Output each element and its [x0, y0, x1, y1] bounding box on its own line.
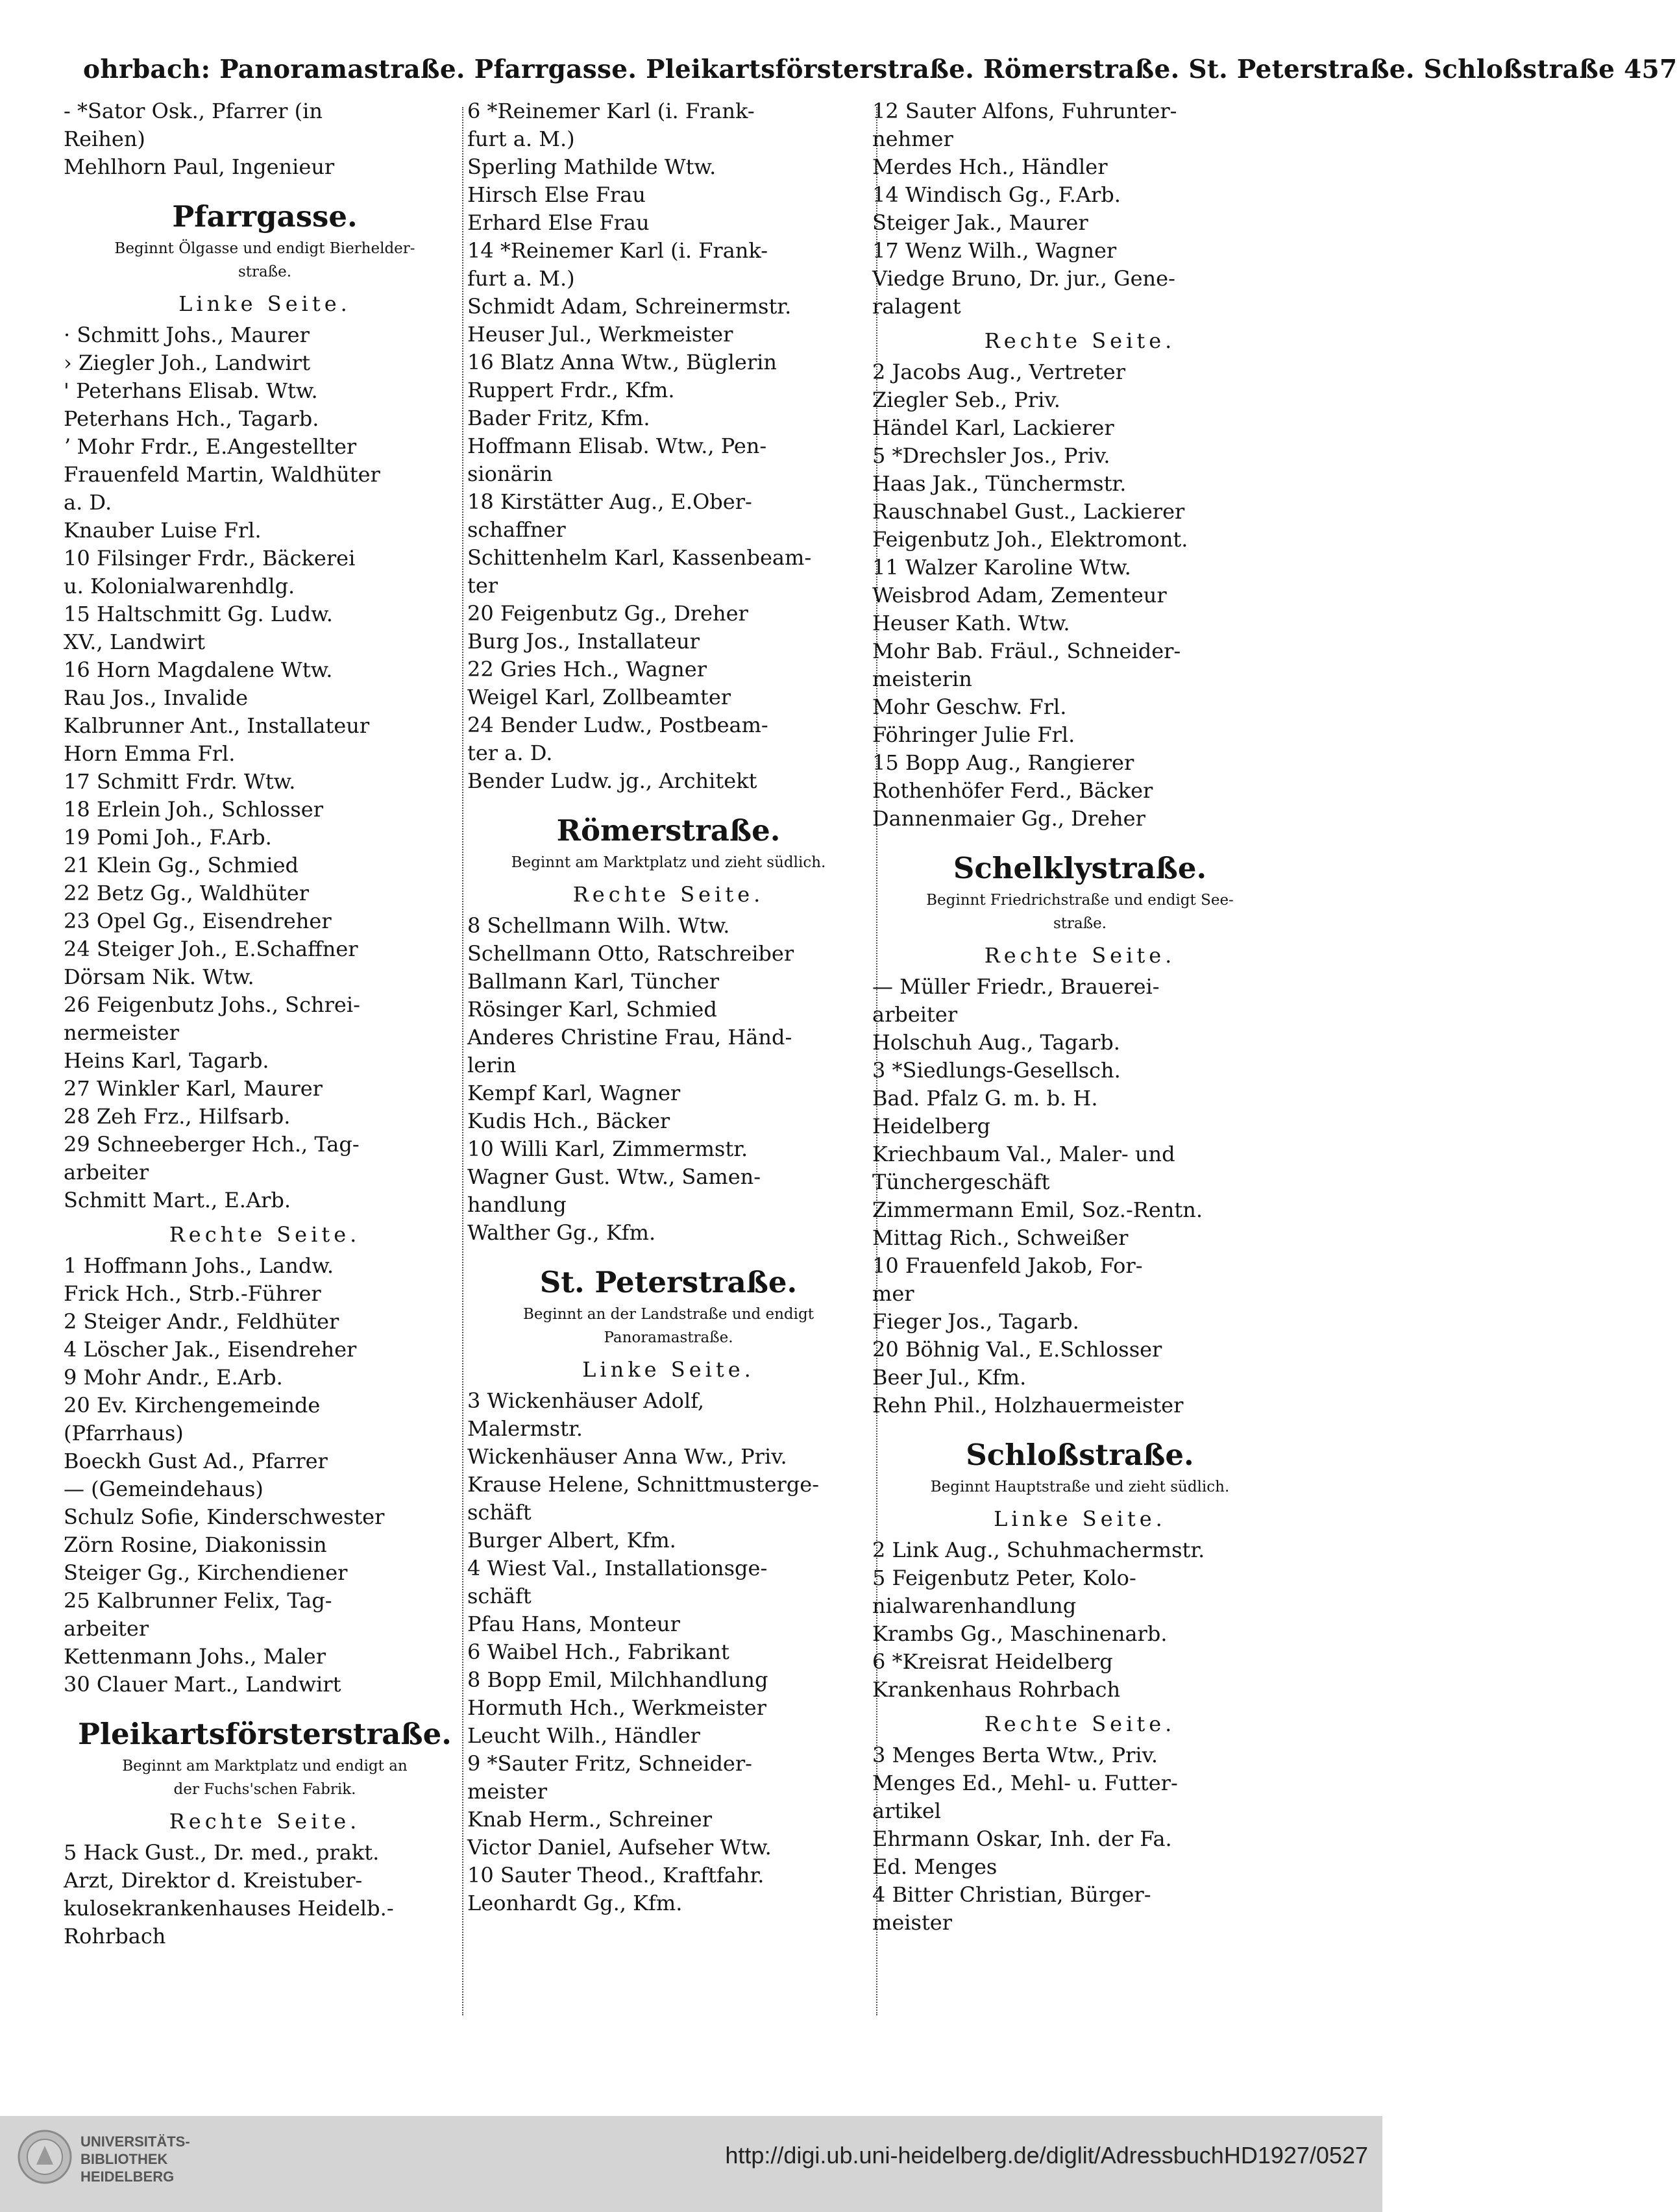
- column-1: [64, 97, 466, 1950]
- directory-entry: 27 Winkler Karl, Maurer: [64, 1076, 323, 1101]
- directory-entry: 20 Feigenbutz Gg., Dreher: [467, 601, 748, 626]
- directory-entry: Kempf Karl, Wagner: [467, 1081, 681, 1105]
- directory-entry: Malermstr.: [467, 1416, 583, 1441]
- directory-entry: Haas Jak., Tünchermstr.: [872, 471, 1127, 496]
- directory-entry: Rauschnabel Gust., Lackierer: [872, 499, 1185, 524]
- street-description: der Fuchs'schen Fabrik.: [173, 1781, 356, 1798]
- directory-entry: Mehlhorn Paul, Ingenieur: [64, 154, 335, 179]
- directory-entry: 10 Frauenfeld Jakob, For-: [872, 1253, 1143, 1278]
- directory-entry: 6 *Kreisrat Heidelberg: [872, 1649, 1113, 1674]
- directory-entry: Steiger Jak., Maurer: [872, 210, 1088, 235]
- street-description: Beginnt Friedrichstraße und endigt See-: [926, 892, 1234, 909]
- directory-entry: arbeiter: [64, 1160, 149, 1185]
- side-label: Linke Seite.: [582, 1357, 755, 1382]
- directory-entry: 3 *Siedlungs-Gesellsch.: [872, 1058, 1121, 1083]
- directory-entry: Menges Ed., Mehl- u. Futter-: [872, 1771, 1178, 1795]
- street-description: Beginnt an der Landstraße und endigt: [523, 1306, 814, 1323]
- directory-entry: Victor Daniel, Aufseher Wtw.: [467, 1835, 772, 1860]
- side-label: Linke Seite.: [178, 291, 351, 316]
- directory-entry: Knab Herm., Schreiner: [467, 1807, 713, 1832]
- directory-entry: ' Peterhans Elisab. Wtw.: [64, 378, 318, 403]
- directory-entry: Frick Hch., Strb.-Führer: [64, 1281, 321, 1306]
- directory-entry: Peterhans Hch., Tagarb.: [64, 406, 319, 431]
- directory-entry: nermeister: [64, 1020, 179, 1045]
- directory-entry: Zimmermann Emil, Soz.-Rentn.: [872, 1198, 1203, 1222]
- directory-entry: Ballmann Karl, Tüncher: [467, 969, 720, 994]
- directory-entry: 19 Pomi Joh., F.Arb.: [64, 825, 272, 850]
- directory-entry: mer: [872, 1281, 914, 1306]
- directory-entry: Burg Jos., Installateur: [467, 629, 700, 654]
- side-label: Rechte Seite.: [984, 1712, 1176, 1736]
- directory-entry: nehmer: [872, 127, 953, 151]
- directory-entry: 29 Schneeberger Hch., Tag-: [64, 1132, 360, 1157]
- directory-entry: 3 Menges Berta Wtw., Priv.: [872, 1743, 1158, 1767]
- directory-entry: 25 Kalbrunner Felix, Tag-: [64, 1588, 332, 1613]
- directory-entry: lerin: [467, 1053, 517, 1077]
- directory-entry: Rothenhöfer Ferd., Bäcker: [872, 778, 1153, 803]
- directory-entry: 14 *Reinemer Karl (i. Frank-: [467, 238, 768, 263]
- directory-entry: schaffner: [467, 517, 566, 542]
- directory-entry: ter: [467, 573, 498, 598]
- directory-entry: 8 Bopp Emil, Milchhandlung: [467, 1667, 768, 1692]
- directory-entry: Anderes Christine Frau, Händ-: [467, 1025, 792, 1050]
- directory-entry: 2 Link Aug., Schuhmachermstr.: [872, 1538, 1205, 1562]
- directory-entry: Frauenfeld Martin, Waldhüter: [64, 462, 380, 487]
- directory-entry: 23 Opel Gg., Eisendreher: [64, 909, 332, 933]
- directory-entry: Bender Ludw. jg., Architekt: [467, 768, 757, 793]
- source-url-link[interactable]: http://digi.ub.uni-heidelberg.de/diglit/AdressbuchHD1927/0527: [725, 2142, 1368, 2169]
- university-seal-icon: [17, 2129, 73, 2185]
- directory-entry: furt a. M.): [467, 266, 575, 291]
- street-description: straße.: [1053, 915, 1107, 932]
- directory-entry: Dannenmaier Gg., Dreher: [872, 806, 1145, 831]
- directory-entry: Föhringer Julie Frl.: [872, 722, 1075, 747]
- street-heading: St. Peterstraße.: [539, 1265, 798, 1299]
- directory-entry: ter a. D.: [467, 741, 553, 765]
- directory-entry: 10 Filsinger Frdr., Bäckerei: [64, 546, 356, 571]
- directory-entry: arbeiter: [872, 1002, 958, 1027]
- directory-entry: meister: [872, 1910, 953, 1935]
- directory-entry: Ruppert Frdr., Kfm.: [467, 378, 675, 402]
- directory-entry: Mohr Bab. Fräul., Schneider-: [872, 639, 1181, 663]
- directory-entry: handlung: [467, 1192, 567, 1217]
- directory-entry: 6 *Reinemer Karl (i. Frank-: [467, 99, 755, 123]
- directory-entry: 2 Jacobs Aug., Vertreter: [872, 360, 1126, 384]
- directory-entry: artikel: [872, 1799, 942, 1823]
- directory-entry: 16 Blatz Anna Wtw., Büglerin: [467, 350, 777, 375]
- directory-entry: 20 Ev. Kirchengemeinde: [64, 1393, 321, 1418]
- logo-line: BIBLIOTHEK: [80, 2151, 168, 2167]
- directory-entry: Horn Emma Frl.: [64, 741, 236, 766]
- directory-entry: 4 Bitter Christian, Bürger-: [872, 1882, 1151, 1907]
- directory-entry: 10 Willi Karl, Zimmermstr.: [467, 1137, 748, 1161]
- directory-entry: Heins Karl, Tagarb.: [64, 1048, 269, 1073]
- directory-entry: Pfau Hans, Monteur: [467, 1612, 680, 1636]
- directory-entry: 9 Mohr Andr., E.Arb.: [64, 1365, 283, 1390]
- column-divider: [462, 107, 463, 2015]
- directory-entry: Arzt, Direktor d. Kreistuber-: [64, 1868, 363, 1893]
- directory-entry: Händel Karl, Lackierer: [872, 415, 1114, 440]
- directory-entry: Ed. Menges: [872, 1854, 998, 1879]
- street-heading: Pleikartsförsterstraße.: [78, 1717, 452, 1751]
- directory-entry: Viedge Bruno, Dr. jur., Gene-: [872, 266, 1175, 291]
- side-label: Rechte Seite.: [984, 943, 1176, 968]
- directory-entry: arbeiter: [64, 1616, 149, 1641]
- directory-entry: 24 Bender Ludw., Postbeam-: [467, 713, 768, 737]
- side-label: Rechte Seite.: [984, 328, 1176, 353]
- directory-entry: Sperling Mathilde Wtw.: [467, 154, 716, 179]
- directory-entry: Feigenbutz Joh., Elektromont.: [872, 527, 1188, 552]
- directory-entry: XV., Landwirt: [64, 630, 206, 654]
- directory-entry: Kudis Hch., Bäcker: [467, 1109, 670, 1133]
- directory-entry: 20 Böhnig Val., E.Schlosser: [872, 1337, 1162, 1362]
- directory-entry: 4 Wiest Val., Installationsge-: [467, 1556, 768, 1580]
- directory-entry: 22 Betz Gg., Waldhüter: [64, 881, 310, 905]
- directory-entry: Heidelberg: [872, 1114, 990, 1138]
- directory-entry: — (Gemeindehaus): [64, 1477, 263, 1501]
- directory-entry: 15 Haltschmitt Gg. Ludw.: [64, 602, 333, 626]
- directory-entry: 21 Klein Gg., Schmied: [64, 853, 299, 878]
- directory-entry: 9 *Sauter Fritz, Schneider-: [467, 1751, 752, 1776]
- directory-entry: Weisbrod Adam, Zementeur: [872, 583, 1167, 608]
- directory-entry: Holschuh Aug., Tagarb.: [872, 1030, 1120, 1055]
- street-description: Beginnt Ölgasse und endigt Bierhelder-: [114, 240, 415, 257]
- directory-entry: Krause Helene, Schnittmusterge-: [467, 1472, 820, 1497]
- side-label: Rechte Seite.: [169, 1809, 361, 1834]
- directory-entry: 24 Steiger Joh., E.Schaffner: [64, 937, 358, 961]
- directory-entry: schäft: [467, 1584, 532, 1608]
- library-logo-text: [80, 2133, 190, 2185]
- street-heading: Schloßstraße.: [966, 1438, 1194, 1472]
- street-description: Beginnt Hauptstraße und zieht südlich.: [930, 1479, 1230, 1495]
- directory-entry: Walther Gg., Kfm.: [467, 1220, 656, 1245]
- directory-entry: Erhard Else Frau: [467, 210, 650, 235]
- directory-entry: meister: [467, 1779, 548, 1804]
- directory-entry: Schmidt Adam, Schreinermstr.: [467, 294, 792, 319]
- directory-entry: Beer Jul., Kfm.: [872, 1365, 1027, 1390]
- directory-entry: Hoffmann Elisab. Wtw., Pen-: [467, 434, 767, 458]
- directory-entry: 4 Löscher Jak., Eisendreher: [64, 1337, 357, 1362]
- directory-entry: Dörsam Nik. Wtw.: [64, 965, 254, 989]
- page-header: ohrbach: Panoramastraße. Pfarrgasse. Pleikartsförsterstraße. Römerstraße. St. Peterstraße. Schloßstraße 457: [83, 55, 1677, 84]
- directory-entry: Kettenmann Johs., Maler: [64, 1644, 326, 1669]
- directory-entry: Tünchergeschäft: [872, 1170, 1050, 1194]
- directory-entry: 1 Hoffmann Johs., Landw.: [64, 1253, 334, 1278]
- directory-entry: 6 Waibel Hch., Fabrikant: [467, 1640, 729, 1664]
- directory-entry: ralagent: [872, 294, 961, 319]
- directory-entry: Hormuth Hch., Werkmeister: [467, 1695, 766, 1720]
- directory-entry: 2 Steiger Andr., Feldhüter: [64, 1309, 339, 1334]
- directory-entry: Krambs Gg., Maschinenarb.: [872, 1621, 1168, 1646]
- directory-entry: 8 Schellmann Wilh. Wtw.: [467, 913, 730, 938]
- directory-entry: meisterin: [872, 667, 972, 691]
- directory-entry: 17 Wenz Wilh., Wagner: [872, 238, 1117, 263]
- footer-bar: [0, 2116, 1382, 2212]
- directory-entry: Hirsch Else Frau: [467, 182, 646, 207]
- directory-entry: 11 Walzer Karoline Wtw.: [872, 555, 1131, 580]
- directory-entry: Kriechbaum Val., Maler- und: [872, 1142, 1175, 1166]
- directory-entry: Ziegler Seb., Priv.: [872, 387, 1060, 412]
- street-description: straße.: [238, 264, 292, 280]
- directory-entry: 12 Sauter Alfons, Fuhrunter-: [872, 99, 1177, 123]
- directory-entry: Wickenhäuser Anna Ww., Priv.: [467, 1444, 787, 1469]
- directory-entry: Leonhardt Gg., Kfm.: [467, 1891, 683, 1915]
- directory-entry: Mittag Rich., Schweißer: [872, 1225, 1129, 1250]
- directory-entry: Rösinger Karl, Schmied: [467, 997, 717, 1022]
- directory-entry: kulosekrankenhauses Heidelb.-: [64, 1896, 394, 1921]
- directory-entry: 30 Clauer Mart., Landwirt: [64, 1672, 341, 1697]
- directory-entry: Krankenhaus Rohrbach: [872, 1677, 1121, 1702]
- directory-entry: 26 Feigenbutz Johs., Schrei-: [64, 992, 360, 1017]
- directory-entry: Rau Jos., Invalide: [64, 685, 249, 710]
- directory-entry: nialwarenhandlung: [872, 1593, 1077, 1618]
- directory-entry: 22 Gries Hch., Wagner: [467, 657, 707, 682]
- directory-entry: Rehn Phil., Holzhauermeister: [872, 1393, 1184, 1418]
- directory-entry: Heuser Kath. Wtw.: [872, 611, 1070, 635]
- directory-entry: Wagner Gust. Wtw., Samen-: [467, 1164, 761, 1189]
- directory-entry: › Ziegler Joh., Landwirt: [64, 350, 310, 375]
- directory-entry: Zörn Rosine, Diakonissin: [64, 1532, 327, 1557]
- street-heading: Pfarrgasse.: [172, 199, 358, 234]
- directory-entry: - *Sator Osk., Pfarrer (in: [64, 99, 323, 123]
- side-label: Linke Seite.: [994, 1506, 1166, 1531]
- directory-entry: Merdes Hch., Händler: [872, 154, 1108, 179]
- directory-entry: 17 Schmitt Frdr. Wtw.: [64, 769, 296, 794]
- directory-entry: Schittenhelm Karl, Kassenbeam-: [467, 545, 812, 570]
- directory-entry: a. D.: [64, 490, 112, 515]
- directory-entry: Burger Albert, Kfm.: [467, 1528, 676, 1553]
- directory-entry: 15 Bopp Aug., Rangierer: [872, 750, 1134, 775]
- directory-entry: Schmitt Mart., E.Arb.: [64, 1188, 291, 1212]
- directory-entry: Bader Fritz, Kfm.: [467, 406, 650, 430]
- street-heading: Römerstraße.: [556, 813, 781, 848]
- directory-entry: Bad. Pfalz G. m. b. H.: [872, 1086, 1098, 1111]
- street-description: Beginnt am Marktplatz und endigt an: [122, 1758, 408, 1775]
- directory-entry: furt a. M.): [467, 127, 575, 151]
- directory-entry: Mohr Geschw. Frl.: [872, 694, 1067, 719]
- directory-entry: Weigel Karl, Zollbeamter: [467, 685, 731, 709]
- directory-entry: 18 Kirstätter Aug., E.Ober-: [467, 489, 752, 514]
- directory-entry: 3 Wickenhäuser Adolf,: [467, 1388, 705, 1413]
- directory-entry: Boeckh Gust Ad., Pfarrer: [64, 1449, 328, 1473]
- directory-entry: (Pfarrhaus): [64, 1421, 184, 1445]
- directory-entry: 5 *Drechsler Jos., Priv.: [872, 443, 1110, 468]
- directory-entry: 5 Feigenbutz Peter, Kolo-: [872, 1566, 1136, 1590]
- directory-entry: 18 Erlein Joh., Schlosser: [64, 797, 323, 822]
- directory-entry: Leucht Wilh., Händler: [467, 1723, 700, 1748]
- directory-entry: Steiger Gg., Kirchendiener: [64, 1560, 348, 1585]
- street-description: Beginnt am Marktplatz und zieht südlich.: [511, 854, 826, 871]
- directory-entry: 5 Hack Gust., Dr. med., prakt.: [64, 1840, 380, 1865]
- directory-entry: 14 Windisch Gg., F.Arb.: [872, 182, 1121, 207]
- directory-entry: Schellmann Otto, Ratschreiber: [467, 941, 794, 966]
- street-description: Panoramastraße.: [604, 1329, 733, 1346]
- directory-entry: Reihen): [64, 127, 145, 151]
- directory-entry: Schulz Sofie, Kinderschwester: [64, 1505, 385, 1529]
- directory-entry: schäft: [467, 1500, 532, 1525]
- directory-entry: Kalbrunner Ant., Installateur: [64, 713, 370, 738]
- street-heading: Schelklystraße.: [953, 851, 1207, 885]
- directory-entry: Knauber Luise Frl.: [64, 518, 262, 543]
- directory-entry: · Schmitt Johs., Maurer: [64, 323, 310, 347]
- directory-entry: Heuser Jul., Werkmeister: [467, 322, 733, 347]
- side-label: Rechte Seite.: [169, 1222, 361, 1247]
- directory-entry: ʼ Mohr Frdr., E.Angestellter: [64, 434, 357, 459]
- directory-entry: 10 Sauter Theod., Kraftfahr.: [467, 1863, 765, 1887]
- directory-entry: 28 Zeh Frz., Hilfsarb.: [64, 1104, 291, 1129]
- directory-entry: Fieger Jos., Tagarb.: [872, 1309, 1079, 1334]
- directory-entry: — Müller Friedr., Brauerei-: [872, 974, 1160, 999]
- column-2: [467, 97, 870, 1917]
- directory-entry: u. Kolonialwarenhdlg.: [64, 574, 295, 598]
- directory-entry: 16 Horn Magdalene Wtw.: [64, 657, 333, 682]
- side-label: Rechte Seite.: [572, 882, 765, 907]
- directory-entry: Ehrmann Oskar, Inh. der Fa.: [872, 1826, 1172, 1851]
- logo-line: HEIDELBERG: [80, 2169, 175, 2185]
- directory-entry: Rohrbach: [64, 1924, 166, 1948]
- column-3: [872, 97, 1288, 1937]
- directory-entry: sionärin: [467, 461, 553, 486]
- logo-line: UNIVERSITÄTS-: [80, 2133, 190, 2150]
